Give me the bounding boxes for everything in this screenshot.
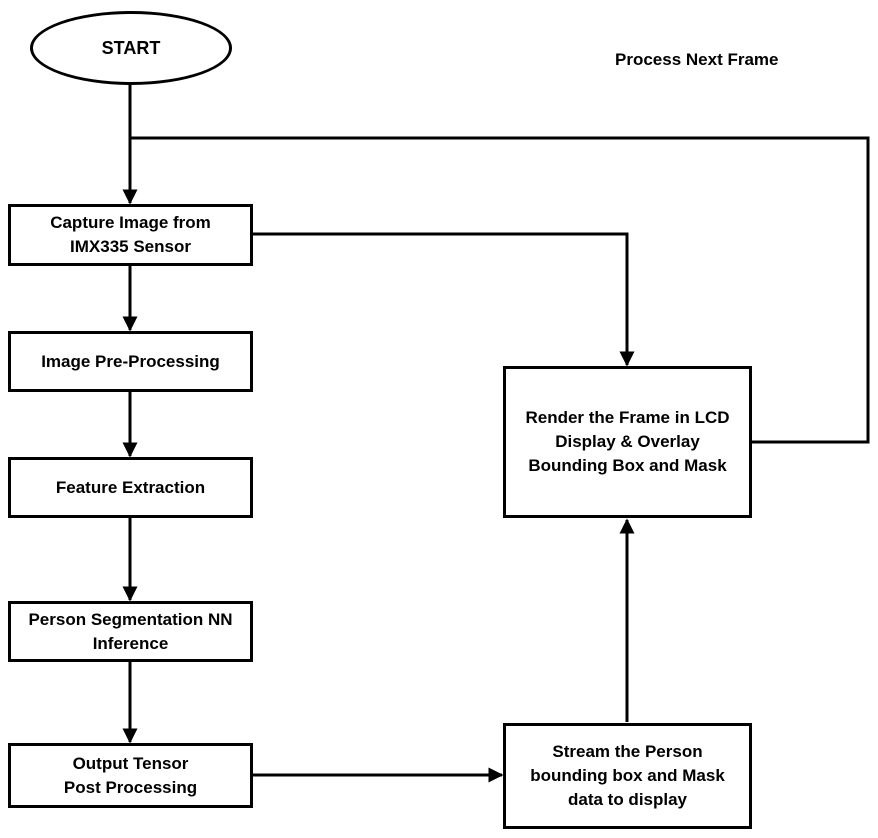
stream-data-line-3: data to display — [567, 790, 688, 809]
output-tensor-line-1: Output Tensor — [72, 753, 189, 773]
stream-data-node — [503, 723, 752, 829]
stream-data-line-2: bounding box and Mask — [530, 766, 725, 785]
segmentation-inference-node — [8, 601, 253, 662]
output-tensor-line-2: Post Processing — [63, 777, 198, 797]
capture-image-line-1: Capture Image from — [50, 213, 211, 232]
start-node — [30, 11, 232, 85]
capture-image-line-2: IMX335 Sensor — [70, 237, 191, 256]
image-preprocessing-label: Image Pre-Processing — [41, 351, 220, 371]
segmentation-line-2: Inference — [92, 633, 169, 653]
capture-image-node — [8, 204, 253, 266]
render-frame-line-1: Render the Frame in LCD — [525, 408, 730, 427]
stream-data-line-1: Stream the Person — [552, 742, 703, 761]
feature-extraction-label: Feature Extraction — [55, 477, 206, 497]
output-tensor-node — [8, 743, 253, 808]
render-frame-node — [503, 366, 752, 518]
process-next-frame-label: Process Next Frame — [615, 50, 779, 69]
segmentation-line-1: Person Segmentation NN — [28, 609, 233, 629]
edge-capture-to-render — [253, 234, 627, 365]
edge-render-loop-to-capture — [130, 138, 868, 442]
image-preprocessing-node — [8, 331, 253, 392]
feature-extraction-node — [8, 457, 253, 518]
render-frame-line-2: Display & Overlay — [555, 432, 700, 451]
render-frame-line-3: Bounding Box and Mask — [528, 456, 727, 475]
start-label: START — [101, 38, 161, 58]
